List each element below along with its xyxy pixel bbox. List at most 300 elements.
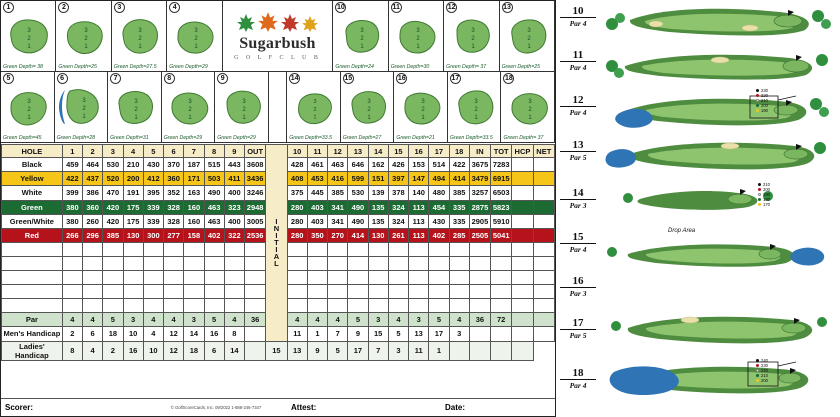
cell[interactable] (143, 299, 163, 313)
cell[interactable] (429, 285, 449, 299)
cell[interactable]: 463 (328, 158, 348, 172)
cell[interactable] (348, 285, 368, 299)
cell[interactable] (143, 285, 163, 299)
cell[interactable]: 430 (143, 158, 163, 172)
cell[interactable] (103, 243, 123, 257)
cell[interactable] (449, 243, 469, 257)
row-label: Green (2, 200, 63, 214)
cell[interactable] (184, 271, 204, 285)
cell[interactable]: 490 (348, 214, 368, 228)
cell[interactable] (204, 271, 224, 285)
cell[interactable]: 339 (143, 214, 163, 228)
cell-tot[interactable] (491, 243, 512, 257)
cell[interactable] (224, 285, 244, 299)
cell[interactable]: 135 (368, 214, 388, 228)
cell: 12 (164, 341, 184, 360)
cell[interactable]: 300 (143, 228, 163, 242)
cell[interactable]: 494 (429, 172, 449, 186)
cell[interactable] (409, 285, 429, 299)
cell[interactable] (224, 257, 244, 271)
cell[interactable] (307, 257, 327, 271)
cell[interactable] (62, 243, 82, 257)
cell[interactable] (224, 243, 244, 257)
cell[interactable]: 160 (184, 200, 204, 214)
cell[interactable] (204, 299, 224, 313)
cell-net (533, 327, 554, 341)
cell[interactable] (348, 299, 368, 313)
cell[interactable]: 530 (103, 158, 123, 172)
cell[interactable]: 113 (409, 200, 429, 214)
cell[interactable] (164, 285, 184, 299)
cell[interactable]: 323 (224, 200, 244, 214)
cell[interactable]: 341 (328, 200, 348, 214)
svg-text:3: 3 (471, 28, 476, 35)
cell[interactable] (164, 243, 184, 257)
cell[interactable] (388, 243, 408, 257)
cell[interactable]: 378 (388, 186, 408, 200)
cell[interactable] (204, 285, 224, 299)
hole-diagram-11 (600, 46, 836, 84)
cell: 1 (429, 341, 449, 360)
cell[interactable]: 280 (287, 200, 307, 214)
cell[interactable]: 490 (348, 200, 368, 214)
green-hole-number: 11 (392, 4, 400, 11)
cell[interactable]: 402 (204, 228, 224, 242)
cell[interactable]: 514 (429, 158, 449, 172)
club-subtitle: G O L F C L U B (234, 55, 321, 61)
cell[interactable] (184, 243, 204, 257)
cell[interactable] (368, 243, 388, 257)
cell: 13 (287, 341, 307, 360)
scorer-label[interactable]: Scorer: (5, 403, 34, 412)
cell[interactable]: 260 (83, 214, 103, 228)
cell[interactable] (409, 299, 429, 313)
hole-label-13 (560, 140, 596, 163)
green-row-top (1, 1, 555, 72)
cell[interactable]: 397 (388, 172, 408, 186)
cell[interactable] (123, 243, 143, 257)
cell[interactable]: 395 (143, 186, 163, 200)
cell-net[interactable] (533, 228, 554, 242)
row-label[interactable] (2, 243, 63, 257)
cell-in[interactable] (469, 243, 490, 257)
cell: 10 (123, 327, 143, 341)
cell[interactable]: 420 (103, 200, 123, 214)
cell[interactable] (103, 257, 123, 271)
cell[interactable]: 324 (388, 214, 408, 228)
cell-out[interactable] (245, 243, 266, 257)
cell[interactable]: 380 (62, 214, 82, 228)
row-label[interactable] (2, 257, 63, 271)
cell[interactable]: 463 (204, 214, 224, 228)
cell[interactable] (83, 243, 103, 257)
cell[interactable]: 335 (449, 200, 469, 214)
cell[interactable]: 158 (184, 228, 204, 242)
svg-text:3: 3 (27, 28, 31, 35)
cell: 16 (123, 341, 143, 360)
cell[interactable] (287, 299, 307, 313)
legend-label: 190 (761, 108, 768, 113)
header-hole-6: 6 (164, 145, 184, 158)
cell[interactable]: 503 (204, 172, 224, 186)
green-cell-18 (501, 72, 555, 142)
cell[interactable]: 285 (449, 228, 469, 242)
cell-in[interactable] (469, 299, 490, 313)
svg-text:2: 2 (27, 107, 31, 114)
svg-text:1: 1 (27, 115, 31, 122)
cell[interactable]: 162 (368, 158, 388, 172)
cell[interactable]: 352 (164, 186, 184, 200)
cell[interactable]: 151 (368, 172, 388, 186)
cell[interactable] (449, 285, 469, 299)
cell[interactable] (143, 243, 163, 257)
green-hole-number: 4 (169, 2, 180, 13)
cell[interactable]: 296 (83, 228, 103, 242)
cell[interactable] (429, 299, 449, 313)
cell-net[interactable] (533, 299, 554, 313)
row-label[interactable] (2, 299, 63, 313)
svg-text:1: 1 (27, 44, 31, 51)
cell-net[interactable] (533, 214, 554, 228)
cell[interactable] (164, 257, 184, 271)
cell[interactable]: 328 (164, 214, 184, 228)
cell[interactable] (83, 285, 103, 299)
cell-in[interactable] (469, 271, 490, 285)
cell[interactable] (328, 285, 348, 299)
cell[interactable] (388, 257, 408, 271)
cell[interactable]: 408 (287, 172, 307, 186)
cell[interactable] (388, 299, 408, 313)
cell[interactable] (348, 257, 368, 271)
cell[interactable] (164, 271, 184, 285)
cell[interactable]: 385 (449, 186, 469, 200)
cell[interactable] (328, 271, 348, 285)
cell[interactable]: 414 (348, 228, 368, 242)
cell[interactable] (368, 257, 388, 271)
cell[interactable] (449, 257, 469, 271)
cell[interactable] (184, 285, 204, 299)
cell[interactable]: 461 (307, 158, 327, 172)
cell[interactable]: 599 (348, 172, 368, 186)
hole-map-18 (560, 368, 596, 391)
cell[interactable]: 130 (368, 228, 388, 242)
cell-hcp[interactable] (512, 228, 533, 242)
cell[interactable] (287, 243, 307, 257)
cell[interactable]: 464 (83, 158, 103, 172)
cell[interactable] (388, 271, 408, 285)
cell[interactable]: 437 (83, 172, 103, 186)
cell-tot: 72 (491, 313, 512, 327)
cell[interactable]: 490 (204, 186, 224, 200)
cell-out[interactable] (245, 271, 266, 285)
cell[interactable] (307, 285, 327, 299)
cell[interactable] (409, 243, 429, 257)
cell-hcp[interactable] (512, 172, 533, 186)
cell[interactable] (103, 299, 123, 313)
green-hole-number: 2 (58, 2, 69, 13)
cell[interactable]: 515 (204, 158, 224, 172)
cell-hcp[interactable] (512, 271, 533, 285)
cell[interactable] (62, 285, 82, 299)
cell-out[interactable] (245, 285, 266, 299)
cell[interactable]: 403 (307, 214, 327, 228)
cell[interactable]: 530 (348, 186, 368, 200)
cell[interactable]: 385 (103, 228, 123, 242)
cell: 4 (62, 313, 82, 327)
cell[interactable]: 646 (348, 158, 368, 172)
green-cell-14 (287, 72, 341, 142)
cell-hcp[interactable] (512, 200, 533, 214)
cell[interactable] (449, 299, 469, 313)
cell-net[interactable] (533, 243, 554, 257)
cell[interactable]: 163 (184, 186, 204, 200)
cell[interactable]: 140 (409, 186, 429, 200)
cell[interactable] (328, 257, 348, 271)
cell[interactable]: 191 (123, 186, 143, 200)
cell[interactable]: 402 (429, 228, 449, 242)
cell[interactable]: 135 (368, 200, 388, 214)
cell[interactable]: 411 (224, 172, 244, 186)
cell[interactable] (204, 243, 224, 257)
cell[interactable] (143, 271, 163, 285)
cell[interactable]: 399 (62, 186, 82, 200)
cell[interactable] (204, 257, 224, 271)
cell[interactable] (143, 257, 163, 271)
cell[interactable]: 480 (429, 186, 449, 200)
cell[interactable] (123, 299, 143, 313)
cell[interactable]: 350 (307, 228, 327, 242)
cell[interactable]: 386 (83, 186, 103, 200)
cell[interactable] (224, 299, 244, 313)
cell[interactable]: 400 (224, 214, 244, 228)
cell[interactable]: 277 (164, 228, 184, 242)
header-hole-3: 3 (103, 145, 123, 158)
cell[interactable]: 422 (62, 172, 82, 186)
cell-in[interactable] (469, 257, 490, 271)
cell-net[interactable] (533, 186, 554, 200)
cell[interactable] (287, 285, 307, 299)
green-depth-label: Green Depth=21 (396, 135, 435, 141)
cell-net[interactable] (533, 271, 554, 285)
cell[interactable] (388, 285, 408, 299)
cell[interactable]: 416 (328, 172, 348, 186)
cell: 4 (83, 341, 103, 360)
cell-hcp[interactable] (512, 299, 533, 313)
cell[interactable]: 520 (103, 172, 123, 186)
green-depth-label: Green Depth=28 (56, 135, 96, 141)
cell-tot[interactable] (491, 271, 512, 285)
row-label: Green/White (2, 214, 63, 228)
attest-label[interactable]: Attest: (291, 403, 317, 412)
cell[interactable] (83, 271, 103, 285)
cell[interactable] (429, 257, 449, 271)
cell[interactable]: 339 (143, 200, 163, 214)
cell-net[interactable] (533, 257, 554, 271)
svg-text:1: 1 (527, 44, 531, 51)
cell-tot[interactable] (491, 285, 512, 299)
cell-tot (491, 327, 512, 341)
cell[interactable] (348, 243, 368, 257)
scorecard-table (1, 144, 555, 361)
cell[interactable] (62, 257, 82, 271)
row-label[interactable] (2, 271, 63, 285)
cell[interactable] (429, 243, 449, 257)
cell-tot: 5041 (491, 228, 512, 242)
cell-hcp[interactable] (512, 285, 533, 299)
hole-label-11 (560, 50, 596, 73)
cell[interactable]: 153 (409, 158, 429, 172)
cell-net[interactable] (533, 200, 554, 214)
cell-tot[interactable] (491, 257, 512, 271)
cell[interactable] (184, 299, 204, 313)
hole-14-legend (758, 182, 770, 207)
cell[interactable] (368, 285, 388, 299)
cell[interactable] (328, 299, 348, 313)
cell-hcp[interactable] (512, 257, 533, 271)
hole-number: 13 (572, 139, 584, 151)
cell[interactable] (409, 271, 429, 285)
cell[interactable] (164, 299, 184, 313)
cell-out[interactable] (245, 299, 266, 313)
cell[interactable]: 428 (287, 158, 307, 172)
cell[interactable]: 454 (429, 200, 449, 214)
cell-out[interactable] (245, 257, 266, 271)
cell: 4 (388, 313, 408, 327)
cell[interactable]: 422 (449, 158, 469, 172)
svg-text:3: 3 (188, 99, 192, 106)
cell-net[interactable] (533, 285, 554, 299)
cell[interactable]: 280 (287, 214, 307, 228)
cell-hcp[interactable] (512, 186, 533, 200)
cell-tot[interactable] (491, 299, 512, 313)
svg-text:1: 1 (134, 115, 139, 122)
cell-in[interactable] (469, 285, 490, 299)
cell[interactable]: 360 (83, 200, 103, 214)
cell[interactable] (123, 257, 143, 271)
cell[interactable] (62, 271, 82, 285)
cell[interactable]: 370 (164, 158, 184, 172)
svg-text:3: 3 (420, 99, 425, 106)
legend-label: 230 (761, 363, 768, 368)
cell[interactable] (83, 299, 103, 313)
cell[interactable] (103, 285, 123, 299)
cell: 18 (103, 327, 123, 341)
cell: 7 (328, 327, 348, 341)
cell[interactable]: 175 (123, 200, 143, 214)
cell[interactable] (184, 257, 204, 271)
cell[interactable] (348, 271, 368, 285)
cell-hcp[interactable] (512, 158, 533, 172)
green-depth-label: Green Depth=27.5 (113, 64, 157, 70)
hole-label-17 (560, 318, 596, 341)
cell[interactable] (409, 257, 429, 271)
cell[interactable]: 430 (429, 214, 449, 228)
cell-hcp[interactable] (512, 243, 533, 257)
cell[interactable]: 200 (123, 172, 143, 186)
cell[interactable] (287, 271, 307, 285)
cell[interactable]: 420 (103, 214, 123, 228)
cell[interactable]: 380 (62, 200, 82, 214)
cell[interactable]: 266 (62, 228, 82, 242)
cell[interactable] (62, 299, 82, 313)
cell[interactable] (123, 285, 143, 299)
cell[interactable] (449, 271, 469, 285)
cell[interactable]: 322 (224, 228, 244, 242)
cell[interactable] (328, 243, 348, 257)
cell[interactable]: 171 (184, 172, 204, 186)
cell: 4 (143, 313, 163, 327)
cell[interactable]: 470 (103, 186, 123, 200)
green-depth-label: Green Depth=45 (3, 135, 42, 141)
cell[interactable]: 335 (449, 214, 469, 228)
cell-net[interactable] (533, 158, 554, 172)
hole-number: 16 (572, 275, 584, 287)
cell: 15 (368, 327, 388, 341)
row-label[interactable] (2, 285, 63, 299)
cell[interactable]: 403 (307, 200, 327, 214)
cell[interactable]: 414 (449, 172, 469, 186)
cell[interactable] (368, 271, 388, 285)
cell[interactable]: 443 (224, 158, 244, 172)
cell[interactable]: 328 (164, 200, 184, 214)
cell[interactable]: 412 (143, 172, 163, 186)
cell[interactable] (429, 271, 449, 285)
cell-out: 3005 (245, 214, 266, 228)
row-label: Red (2, 228, 63, 242)
cell[interactable]: 113 (409, 214, 429, 228)
cell[interactable]: 360 (164, 172, 184, 186)
cell[interactable]: 324 (388, 200, 408, 214)
cell[interactable] (287, 257, 307, 271)
cell[interactable]: 463 (204, 200, 224, 214)
cell[interactable] (368, 299, 388, 313)
cell[interactable]: 280 (287, 228, 307, 242)
cell[interactable]: 385 (328, 186, 348, 200)
cell[interactable]: 453 (307, 172, 327, 186)
svg-text:3: 3 (134, 99, 139, 106)
cell-net[interactable] (533, 172, 554, 186)
cell[interactable] (83, 257, 103, 271)
cell[interactable]: 270 (328, 228, 348, 242)
cell[interactable]: 341 (328, 214, 348, 228)
cell-hcp[interactable] (512, 214, 533, 228)
cell[interactable]: 445 (307, 186, 327, 200)
cell[interactable]: 160 (184, 214, 204, 228)
cell[interactable]: 459 (62, 158, 82, 172)
cell[interactable]: 426 (388, 158, 408, 172)
date-label[interactable]: Date: (445, 403, 466, 412)
cell[interactable] (307, 243, 327, 257)
cell[interactable] (123, 271, 143, 285)
cell[interactable] (307, 271, 327, 285)
cell[interactable]: 130 (123, 228, 143, 242)
cell[interactable]: 187 (184, 158, 204, 172)
cell[interactable]: 147 (409, 172, 429, 186)
cell[interactable]: 400 (224, 186, 244, 200)
cell[interactable]: 175 (123, 214, 143, 228)
cell[interactable]: 375 (287, 186, 307, 200)
hole-par: Par 4 (560, 379, 596, 391)
cell[interactable]: 113 (409, 228, 429, 242)
cell[interactable] (307, 299, 327, 313)
svg-text:1: 1 (313, 114, 317, 121)
green-depth-label: Green Depth= 37 (446, 64, 487, 70)
cell[interactable]: 261 (388, 228, 408, 242)
cell[interactable] (224, 271, 244, 285)
cell[interactable] (103, 271, 123, 285)
cell[interactable]: 210 (123, 158, 143, 172)
cell[interactable]: 139 (368, 186, 388, 200)
